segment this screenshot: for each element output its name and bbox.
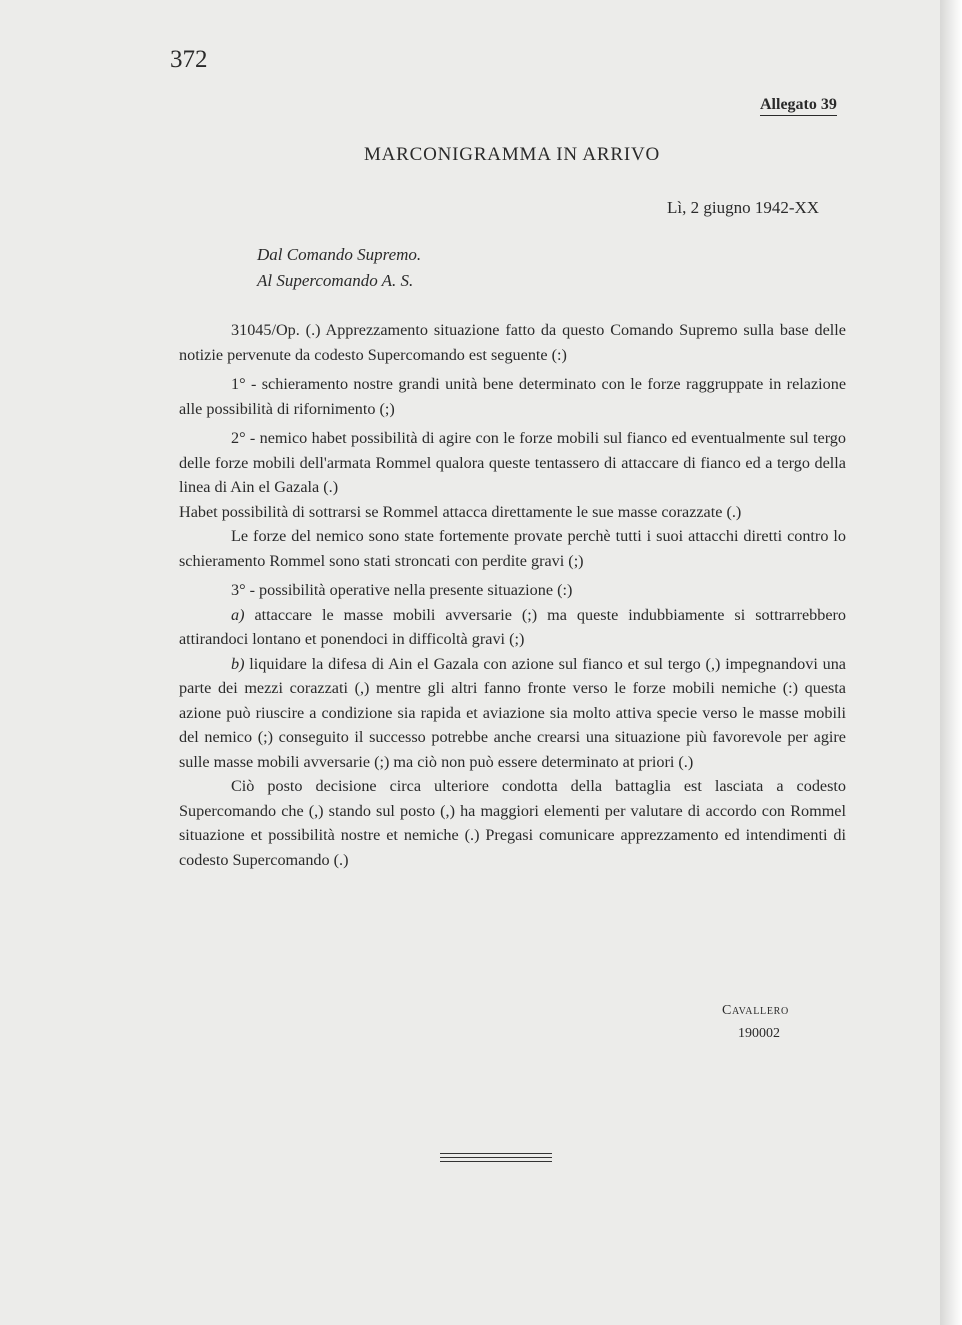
body-paragraph: 2° - nemico habet possibilità di agire con le forze mobili sul fianco ed eventualmente sul tergo delle forze mobili dell'armata Rommel qualora queste tentassero di attaccare di fianco ed a tergo della linea di Ain el Gazala (.) (179, 429, 846, 496)
body-paragraph: 31045/Op. (.) Apprezzamento situazione fatto da questo Comando Supremo sulla base delle notizie pervenute da codesto Supercomando est seguente (:) (179, 321, 846, 364)
body-paragraph: Le forze del nemico sono state fortemente provate perchè tutti i suoi attacchi diretti contro lo schieramento Rommel sono stati stroncati con perdite gravi (;) (179, 527, 846, 570)
closing-rule (440, 1161, 552, 1162)
page-number: 372 (170, 46, 208, 73)
item-label: b) (231, 654, 245, 673)
signature-code: 190002 (738, 1026, 780, 1041)
annex-label: Allegato 39 (760, 96, 837, 116)
item-text: attaccare le masse mobili avversarie (;) ma queste indubbiamente si sottrarrebbero attirandoci lontano et ponendoci in difficoltà gravi (;) (179, 605, 846, 648)
page-edge-shadow (940, 0, 962, 1325)
message-body (179, 318, 846, 872)
dateline: Lì, 2 giugno 1942-XX (667, 198, 820, 217)
signature-name: Cavallero (722, 1003, 789, 1018)
recipient-line: Al Supercomando A. S. (257, 271, 414, 290)
document-heading: MARCONIGRAMMA IN ARRIVO (363, 144, 661, 165)
closing-rule (440, 1153, 552, 1154)
sender-line: Dal Comando Supremo. (257, 245, 422, 264)
body-paragraph: Habet possibilità di sottrarsi se Rommel attacca direttamente le sue masse corazzate (.) (179, 502, 742, 521)
item-label: a) (231, 605, 245, 624)
body-paragraph: Ciò posto decisione circa ulteriore condotta della battaglia est lasciata a codesto Supercomando che (,) stando sul posto (,) ha maggiori elementi per valutare di accordo con Rommel situazione et possibilità nostre et nemiche (.) Pregasi comunicare apprezzamento ed intendimenti di codesto Supercomando (.) (179, 777, 846, 869)
body-paragraph: 1° - schieramento nostre grandi unità bene determinato con le forze raggruppate in relazione alle possibilità di rifornimento (;) (179, 375, 846, 418)
body-paragraph: 3° - possibilità operative nella presente situazione (:) (231, 581, 573, 599)
item-text: liquidare la difesa di Ain el Gazala con azione sul fianco et sul tergo (,) impegnandovi una parte dei mezzi corazzati (,) mentre gli altri fanno fronte verso le forze mobili nemiche (:) questa azione può riuscire a condizione sia rapida et aviazione sia molto attiva specie verso le masse mobili del nemico (;) conseguito il successo potrebbe anche crearsi una situazione più favorevole per agire sulle masse mobili avversarie (;) ma ciò non può essere determinato at priori (.) (179, 654, 846, 771)
body-paragraph (179, 603, 846, 652)
body-paragraph (179, 652, 846, 775)
closing-rule (440, 1157, 552, 1158)
